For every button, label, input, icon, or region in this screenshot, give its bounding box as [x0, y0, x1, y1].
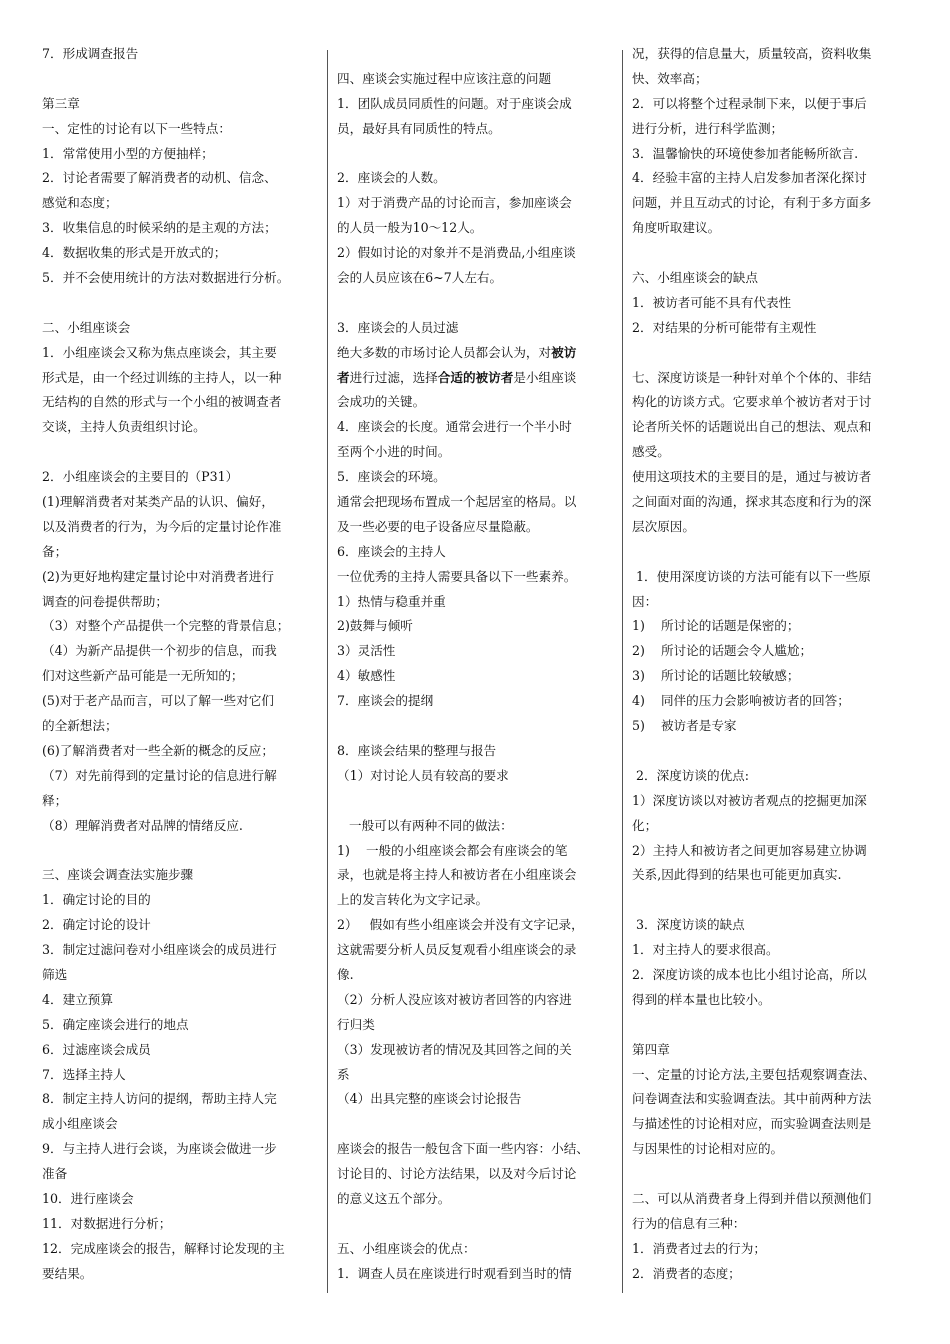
- text-column-left: [42, 42, 323, 1287]
- text-line: 形式是，由一个经过训练的主持人，以一种: [42, 369, 282, 385]
- text-line: [337, 42, 618, 67]
- text-line: 一、定量的讨论方法,主要包括观察调查法、: [632, 1066, 876, 1082]
- text-line: 备；: [42, 543, 68, 559]
- text-line: （1）对讨论人员有较高的要求: [337, 767, 509, 783]
- text-line: 一位优秀的主持人需要具备以下一些素养。: [337, 568, 577, 584]
- text-line: 至两个小进的时间。: [337, 444, 451, 460]
- text-line: 12．完成座谈会的报告，解释讨论发现的主: [42, 1240, 285, 1256]
- text-line: [632, 241, 913, 266]
- text-line: 二、小组座谈会: [42, 319, 131, 335]
- text-line: （7）对先前得到的定量讨论的信息进行解: [42, 767, 277, 783]
- text-line: （4）为新产品提供一个初步的信息，而我: [42, 643, 277, 659]
- text-line: 录，也就是将主持人和被访者在小组座谈会: [337, 867, 577, 883]
- text-line: 七、深度访谈是一种针对单个个体的、非结: [632, 369, 872, 385]
- text-line: 3．座谈会的人员过滤: [337, 319, 459, 335]
- text-line: [632, 540, 913, 565]
- text-line: 10．进行座谈会: [42, 1190, 134, 1206]
- text-column-middle: [337, 42, 618, 1287]
- text-line: 问卷调查法和实验调查法。其中前两种方法: [632, 1091, 872, 1107]
- text-line: (5)对于老产品而言，可以了解一些对它们: [42, 693, 274, 709]
- text-line: 1．使用深度访谈的方法可能有以下一些原: [632, 568, 871, 584]
- text-line: 因：: [632, 593, 658, 609]
- text-line: 第三章: [42, 95, 80, 111]
- text-line: 角度听取建议。: [632, 220, 721, 236]
- text-line: [42, 291, 323, 316]
- text-line: 6．过滤座谈会成员: [42, 1041, 151, 1057]
- text-line: 化；: [632, 817, 658, 833]
- text-line: 1．消费者过去的行为；: [632, 1240, 766, 1256]
- text-line: 5) 被访者是专家: [632, 718, 737, 734]
- text-line: 2．深度访谈的成本也比小组讨论高，所以: [632, 966, 867, 982]
- text-line: [632, 341, 913, 366]
- text-line: 7．选择主持人: [42, 1066, 126, 1082]
- text-line: 层次原因。: [632, 518, 695, 534]
- text-line: 1．被访者可能不具有代表性: [632, 294, 792, 310]
- text-line: 使用这项技术的主要目的是，通过与被访者: [632, 469, 872, 485]
- text-line: （3）发现被访者的情况及其回答之间的关: [337, 1041, 572, 1057]
- text-line: 3) 所讨论的话题比较敏感；: [632, 668, 800, 684]
- text-line: 会成功的关键。: [337, 394, 426, 410]
- text-line: 1．团队成员同质性的问题。对于座谈会成: [337, 95, 572, 111]
- text-line: 上的发言转化为文字记录。: [337, 892, 489, 908]
- text-line: 交谈，主持人负责组织讨论。: [42, 419, 206, 435]
- text-line: 会的人员应该在6~7人左右。: [337, 270, 503, 286]
- column-divider: [622, 50, 623, 1293]
- text-line: （3）对整个产品提供一个完整的背景信息；: [42, 618, 290, 634]
- text-line: 与描述性的讨论相对应，而实验调查法则是: [632, 1116, 872, 1132]
- text-line: 5．并不会使用统计的方法对数据进行分析。: [42, 270, 290, 286]
- text-line: 4）敏感性: [337, 668, 396, 684]
- text-line: [42, 839, 323, 864]
- text-line: 8．座谈会结果的整理与报告: [337, 742, 497, 758]
- text-line: 调查的问卷提供帮助；: [42, 593, 168, 609]
- text-line: 准备: [42, 1166, 68, 1182]
- text-line: [337, 1112, 618, 1137]
- text-line: 像.: [337, 966, 354, 982]
- text-line: 2．对结果的分析可能带有主观性: [632, 319, 817, 335]
- text-line: 进行分析，进行科学监测；: [632, 120, 784, 136]
- text-line: 六、小组座谈会的缺点: [632, 270, 758, 286]
- text-line: 以及消费者的行为，为今后的定量讨论作准: [42, 518, 282, 534]
- text-line: 得到的样本量也比较小。: [632, 991, 771, 1007]
- text-line: 1．小组座谈会又称为焦点座谈会，其主要: [42, 344, 277, 360]
- text-line: 讨论目的、讨论方法结果，以及对今后讨论: [337, 1166, 577, 1182]
- text-line: 2） 假如有些小组座谈会并没有文字记录，: [337, 917, 584, 933]
- text-line: 3．温馨愉快的环境使参加者能畅所欲言.: [632, 145, 859, 161]
- text-line: (2)为更好地构建定量讨论中对消费者进行: [42, 568, 274, 584]
- text-line: [632, 739, 913, 764]
- text-line: 一、定性的讨论有以下一些特点：: [42, 120, 231, 136]
- text-line: 1）对于消费产品的讨论而言，参加座谈会: [337, 195, 572, 211]
- text-line: 8．制定主持人访问的提纲，帮助主持人完: [42, 1091, 277, 1107]
- text-line: 6．座谈会的主持人: [337, 543, 446, 559]
- text-line: 4．建立预算: [42, 991, 113, 1007]
- text-line: 2．可以将整个过程录制下来，以便于事后: [632, 95, 867, 111]
- text-line: 2．深度访谈的优点:: [632, 767, 750, 783]
- text-line: 1) 一般的小组座谈会都会有座谈会的笔: [337, 842, 568, 858]
- text-line: 7．形成调查报告: [42, 46, 139, 61]
- text-line: [337, 789, 618, 814]
- text-line: （8）理解消费者对品牌的情绪反应.: [42, 817, 243, 833]
- text-line: 的人员一般为10～12人。: [337, 220, 483, 236]
- text-line: （2）分析人没应该对被访者回答的内容进: [337, 991, 572, 1007]
- text-line: 4．数据收集的形式是开放式的；: [42, 245, 227, 261]
- text-line: 1）热情与稳重并重: [337, 593, 446, 609]
- text-line: 2)鼓舞与倾听: [337, 618, 413, 634]
- text-line: 3．收集信息的时候采纳的是主观的方法；: [42, 220, 277, 236]
- text-line: 4．经验丰富的主持人启发参加者深化探讨: [632, 170, 867, 186]
- text-line: [42, 67, 323, 92]
- text-line: 这就需要分析人员反复观看小组座谈会的录: [337, 942, 577, 958]
- text-line: 2．讨论者需要了解消费者的动机、信念、: [42, 170, 277, 186]
- text-line: 7．座谈会的提纲: [337, 693, 434, 709]
- text-line: 2）假如讨论的对象并不是消费品,小组座谈: [337, 245, 576, 261]
- text-line: 2）主持人和被访者之间更加容易建立协调: [632, 842, 867, 858]
- text-line: 员，最好具有同质性的特点。: [337, 120, 501, 136]
- text-line: 行为的信息有三种：: [632, 1215, 746, 1231]
- text-line: 无结构的自然的形式与一个小组的被调查者: [42, 394, 282, 410]
- text-line: 11．对数据进行分析；: [42, 1215, 172, 1231]
- text-line: 2．座谈会的人数。: [337, 170, 446, 186]
- text-line: 4．座谈会的长度。通常会进行一个半小时: [337, 419, 572, 435]
- text-line: 行归类: [337, 1016, 375, 1032]
- text-line: [337, 714, 618, 739]
- text-line: (1)理解消费者对某类产品的认识、偏好，: [42, 494, 274, 510]
- text-column-right: [632, 42, 913, 1287]
- text-line: 5．确定座谈会进行的地点: [42, 1016, 189, 1032]
- text-line: [337, 291, 618, 316]
- text-line: 3）灵活性: [337, 643, 396, 659]
- text-line: 之间面对面的沟通，探求其态度和行为的深: [632, 494, 872, 510]
- text-line: [632, 888, 913, 913]
- text-line: [632, 1162, 913, 1187]
- text-line: 1) 所讨论的话题是保密的；: [632, 618, 800, 634]
- text-line: [337, 142, 618, 167]
- text-line: 1．确定讨论的目的: [42, 892, 151, 908]
- text-line: 1．对主持人的要求很高。: [632, 942, 779, 958]
- text-line: 的全新想法；: [42, 718, 118, 734]
- text-line: 问题，并且互动式的讨论，有利于多方面多: [632, 195, 872, 211]
- text-line: 五、小组座谈会的优点：: [337, 1240, 476, 1256]
- text-line: 2．小组座谈会的主要目的（P31）: [42, 469, 239, 485]
- text-line: （4）出具完整的座谈会讨论报告: [337, 1091, 522, 1107]
- text-line: 4) 同伴的压力会影响被访者的回答；: [632, 693, 850, 709]
- text-line: 5．座谈会的环境。: [337, 469, 446, 485]
- text-line: 关系,因此得到的结果也可能更加真实.: [632, 867, 842, 883]
- text-line: 成小组座谈会: [42, 1116, 118, 1132]
- text-line: 及一些必要的电子设备应尽量隐蔽。: [337, 518, 539, 534]
- text-line: 与因果性的讨论相对应的。: [632, 1141, 784, 1157]
- text-line: 要结果。: [42, 1265, 93, 1281]
- text-line: 2．确定讨论的设计: [42, 917, 151, 933]
- text-line: 1．常常使用小型的方便抽样；: [42, 145, 214, 161]
- text-line: 构化的访谈方式。它要求单个被访者对于讨: [632, 394, 872, 410]
- text-line: 论者所关怀的话题说出自己的想法、观点和: [632, 419, 872, 435]
- text-line: (6)了解消费者对一些全新的概念的反应；: [42, 742, 274, 758]
- column-divider: [327, 50, 328, 1293]
- text-line: 三、座谈会调查法实施步骤: [42, 867, 194, 883]
- text-line: 1）深度访谈以对被访者观点的挖掘更加深: [632, 792, 867, 808]
- text-line: 座谈会的报告一般包含下面一些内容：小结、: [337, 1141, 589, 1157]
- text-line: [42, 440, 323, 465]
- text-line: 二、可以从消费者身上得到并借以预测他们: [632, 1190, 872, 1206]
- text-line: 2．消费者的态度；: [632, 1265, 741, 1281]
- text-line: 3．深度访谈的缺点: [632, 917, 745, 933]
- text-line: 一般可以有两种不同的做法：: [337, 817, 513, 833]
- text-line: 感觉和态度；: [42, 195, 118, 211]
- text-line: [337, 1212, 618, 1237]
- text-line: 四、座谈会实施过程中应该注意的问题: [337, 70, 552, 86]
- text-line: 感受。: [632, 444, 670, 460]
- text-line: 9．与主持人进行会谈，为座谈会做进一步: [42, 1141, 277, 1157]
- text-line: 们对这些新产品可能是一无所知的；: [42, 668, 244, 684]
- text-line: 第四章: [632, 1041, 670, 1057]
- text-line: 筛选: [42, 966, 68, 982]
- text-line: 者进行过滤，选择合适的被访者是小组座谈: [337, 369, 577, 385]
- text-line: 快、效率高；: [632, 70, 708, 86]
- text-line: 的意义这五个部分。: [337, 1190, 451, 1206]
- text-line: 绝大多数的市场讨论人员都会认为，对被访: [337, 344, 577, 360]
- text-line: 况，获得的信息量大，质量较高，资料收集: [632, 46, 872, 61]
- text-line: [632, 1013, 913, 1038]
- text-line: 2) 所讨论的话题会令人尴尬；: [632, 643, 813, 659]
- text-line: 系: [337, 1066, 350, 1082]
- text-line: 释；: [42, 792, 68, 808]
- text-line: 通常会把现场布置成一个起居室的格局。以: [337, 494, 577, 510]
- text-line: 1．调查人员在座谈进行时观看到当时的情: [337, 1265, 572, 1281]
- text-line: 3．制定过滤问卷对小组座谈会的成员进行: [42, 942, 277, 958]
